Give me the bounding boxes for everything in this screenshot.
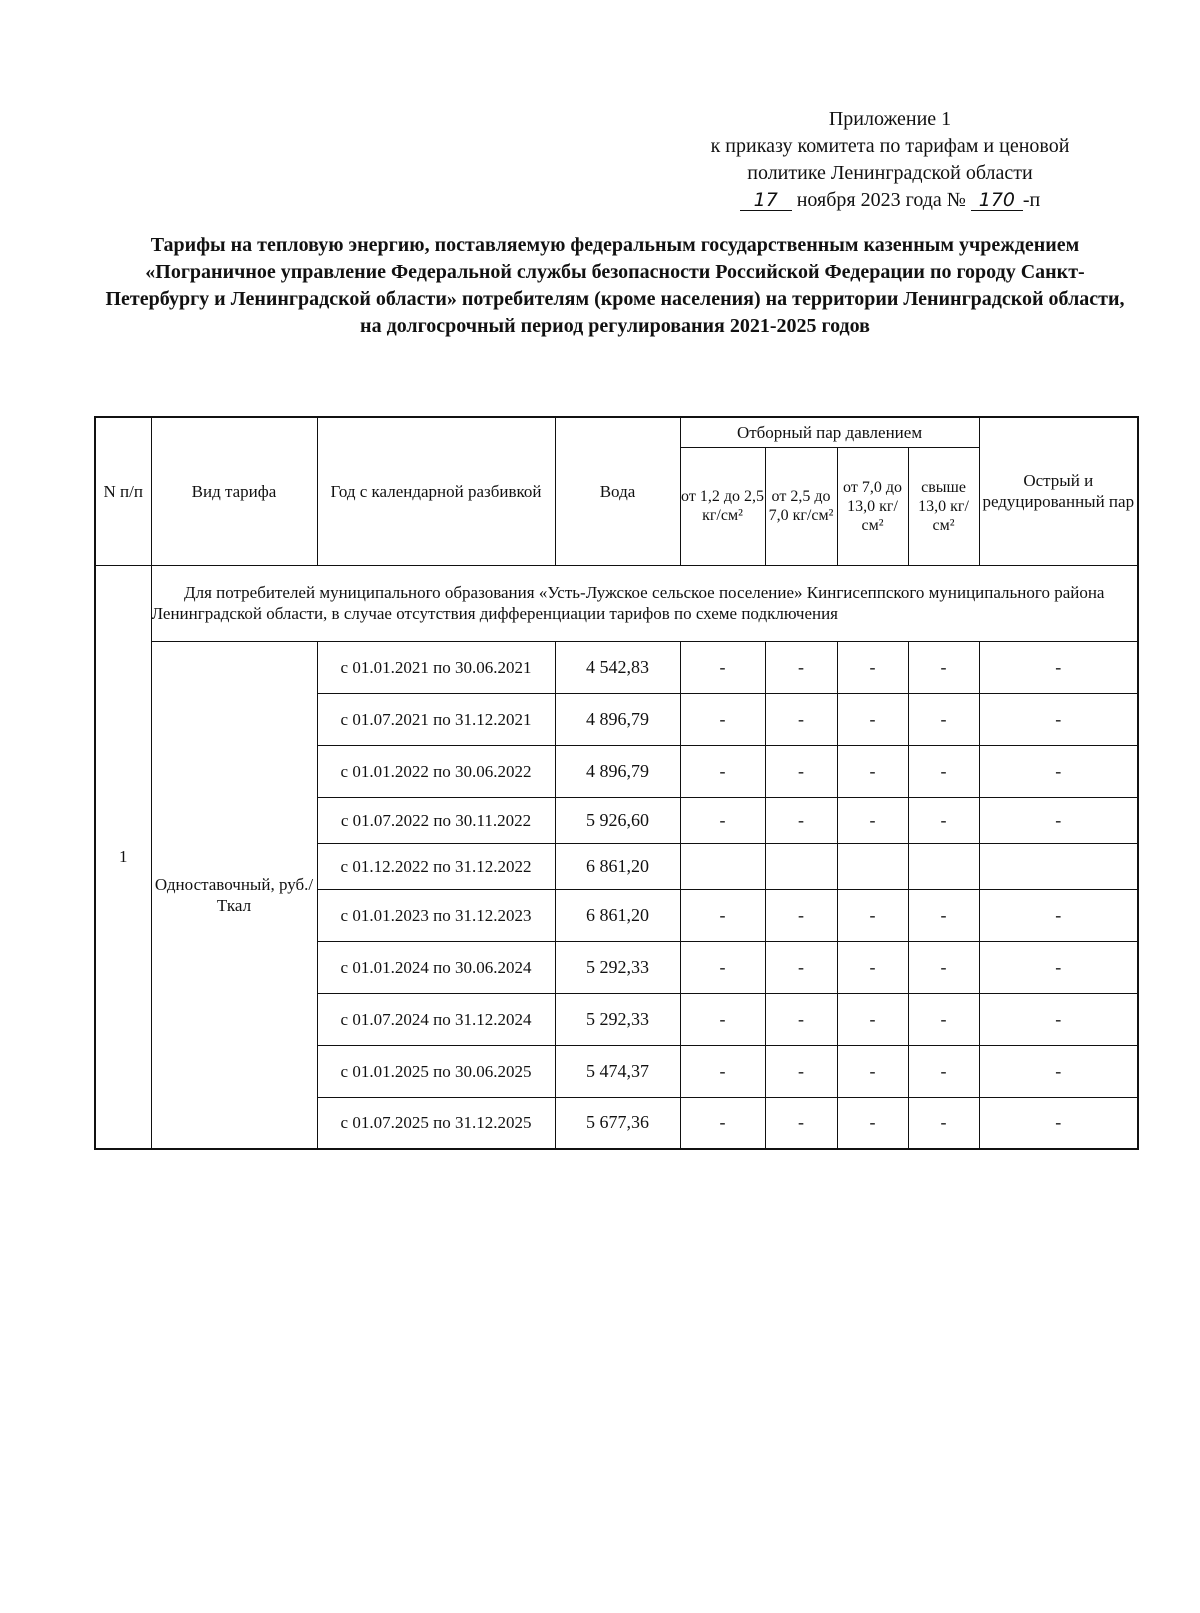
- sharp-steam-value: -: [979, 797, 1138, 843]
- steam-2-value: -: [765, 1097, 837, 1149]
- sharp-steam-value: -: [979, 1097, 1138, 1149]
- steam-3-value: -: [837, 693, 908, 745]
- header-tariff-type: Вид тарифа: [151, 417, 317, 565]
- steam-1-value: -: [680, 797, 765, 843]
- steam-2-value: -: [765, 889, 837, 941]
- sharp-steam-value: -: [979, 1045, 1138, 1097]
- steam-2-value: -: [765, 693, 837, 745]
- water-value: 5 677,36: [555, 1097, 680, 1149]
- steam-4-value: -: [908, 1097, 979, 1149]
- header-num: N п/п: [95, 417, 151, 565]
- sharp-steam-value: -: [979, 889, 1138, 941]
- steam-1-value: -: [680, 745, 765, 797]
- steam-1-value: -: [680, 993, 765, 1045]
- period-cell: с 01.01.2023 по 31.12.2023: [317, 889, 555, 941]
- water-value: 4 896,79: [555, 745, 680, 797]
- document-title: Тарифы на тепловую энергию, поставляемую федеральным государственным казенным учреждением «Пограничное управление Федеральной службы безопасности Российской Федерации по городу Санкт-Петербургу и Ленинградской области» потребителям (кроме населения) на территории Ленинградской области, на долгосрочный период регулирования 2021-2025 годов: [105, 234, 1125, 337]
- steam-3-value: -: [837, 1097, 908, 1149]
- steam-1-value: -: [680, 941, 765, 993]
- order-number: 170: [971, 190, 1023, 211]
- steam-4-value: -: [908, 1045, 979, 1097]
- steam-4-value: -: [908, 941, 979, 993]
- steam-1-value: -: [680, 693, 765, 745]
- period-cell: с 01.07.2022 по 30.11.2022: [317, 797, 555, 843]
- steam-4-value: -: [908, 797, 979, 843]
- water-value: 5 292,33: [555, 941, 680, 993]
- sharp-steam-value: -: [979, 745, 1138, 797]
- steam-1-value: -: [680, 889, 765, 941]
- steam-3-value: -: [837, 993, 908, 1045]
- appendix-line-2: к приказу комитета по тарифам и ценовой: [710, 135, 1070, 157]
- sharp-steam-value: -: [979, 693, 1138, 745]
- table-row: [95, 641, 1138, 693]
- steam-1-value: -: [680, 641, 765, 693]
- header-sharp-steam: Острый и редуцированный пар: [979, 417, 1138, 565]
- header-steam-1: от 1,2 до 2,5 кг/см²: [680, 447, 765, 565]
- steam-3-value: -: [837, 889, 908, 941]
- order-day: 17: [740, 190, 792, 211]
- order-suffix: -п: [1022, 189, 1041, 211]
- steam-3-value: -: [837, 941, 908, 993]
- water-value: 5 474,37: [555, 1045, 680, 1097]
- water-value: 4 542,83: [555, 641, 680, 693]
- appendix-line-3: политике Ленинградской области: [747, 162, 1033, 184]
- period-cell: с 01.01.2024 по 30.06.2024: [317, 941, 555, 993]
- sharp-steam-value: [979, 843, 1138, 889]
- sharp-steam-value: -: [979, 993, 1138, 1045]
- period-cell: с 01.01.2021 по 30.06.2021: [317, 641, 555, 693]
- tariff-table: [94, 416, 1139, 1150]
- steam-1-value: -: [680, 1097, 765, 1149]
- steam-4-value: -: [908, 693, 979, 745]
- row-number: 1: [95, 565, 151, 1149]
- header-water: Вода: [555, 417, 680, 565]
- steam-4-value: -: [908, 889, 979, 941]
- appendix-line-1: Приложение 1: [828, 108, 952, 130]
- header-steam-3: от 7,0 до 13,0 кг/см²: [837, 447, 908, 565]
- steam-1-value: -: [680, 1045, 765, 1097]
- steam-3-value: [837, 843, 908, 889]
- steam-4-value: -: [908, 993, 979, 1045]
- header-steam-group: Отборный пар давлением: [680, 417, 979, 447]
- period-cell: с 01.07.2024 по 31.12.2024: [317, 993, 555, 1045]
- steam-2-value: -: [765, 941, 837, 993]
- order-line: [660, 187, 1120, 214]
- period-cell: с 01.01.2025 по 30.06.2025: [317, 1045, 555, 1097]
- steam-4-value: [908, 843, 979, 889]
- header-steam-2: от 2,5 до 7,0 кг/см²: [765, 447, 837, 565]
- water-value: 5 292,33: [555, 993, 680, 1045]
- period-cell: с 01.07.2025 по 31.12.2025: [317, 1097, 555, 1149]
- steam-3-value: -: [837, 797, 908, 843]
- steam-4-value: -: [908, 641, 979, 693]
- water-value: 6 861,20: [555, 889, 680, 941]
- steam-2-value: -: [765, 797, 837, 843]
- appendix-header: [660, 106, 1120, 214]
- steam-4-value: -: [908, 745, 979, 797]
- steam-2-value: -: [765, 1045, 837, 1097]
- steam-3-value: -: [837, 745, 908, 797]
- consumer-description: Для потребителей муниципального образования «Усть-Лужское сельское поселение» Кингисеппского муниципального района Ленинградской области, в случае отсутствия дифференциации тарифов по схеме подключения: [151, 565, 1138, 641]
- water-value: 6 861,20: [555, 843, 680, 889]
- steam-2-value: [765, 843, 837, 889]
- steam-2-value: -: [765, 993, 837, 1045]
- tariff-type-cell: Одноставочный, руб./Ткал: [151, 641, 317, 1149]
- header-period: Год с календарной разбивкой: [317, 417, 555, 565]
- period-cell: с 01.12.2022 по 31.12.2022: [317, 843, 555, 889]
- period-cell: с 01.07.2021 по 31.12.2021: [317, 693, 555, 745]
- sharp-steam-value: -: [979, 641, 1138, 693]
- sharp-steam-value: -: [979, 941, 1138, 993]
- header-steam-4: свыше 13,0 кг/см²: [908, 447, 979, 565]
- order-middle: ноября 2023 года №: [796, 189, 966, 211]
- period-cell: с 01.01.2022 по 30.06.2022: [317, 745, 555, 797]
- water-value: 5 926,60: [555, 797, 680, 843]
- water-value: 4 896,79: [555, 693, 680, 745]
- steam-2-value: -: [765, 641, 837, 693]
- steam-2-value: -: [765, 745, 837, 797]
- steam-3-value: -: [837, 1045, 908, 1097]
- steam-3-value: -: [837, 641, 908, 693]
- steam-1-value: [680, 843, 765, 889]
